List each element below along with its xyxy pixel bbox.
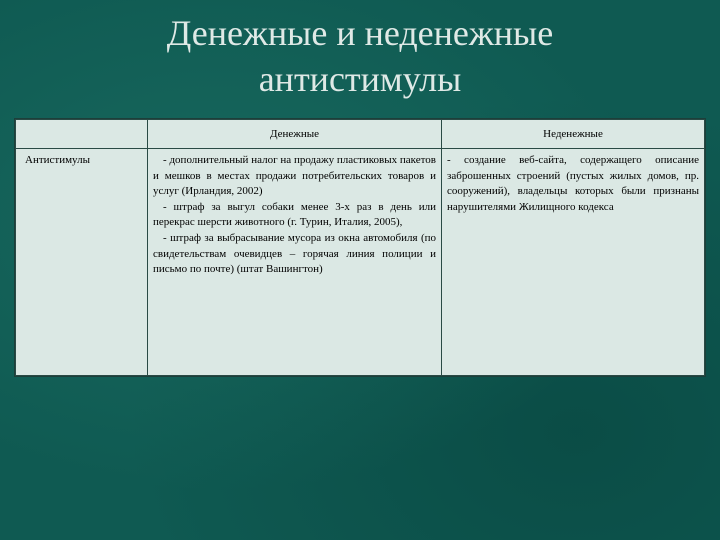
row-header-cell [16,149,148,376]
column-header-monetary: Денежные [148,120,442,149]
row-label: Антистимулы [25,154,90,166]
table-corner-cell [16,120,148,149]
slide-title [110,10,610,102]
monetary-item: - штраф за выбрасывание мусора из окна автомобиля (по свидетельствам очевидцев – горячая линия полиции и письмо по почте) (штат Вашингтон) [153,231,436,276]
comparison-table [14,118,706,377]
nonmonetary-item: - создание веб-сайта, содержащего описание заброшенных строений (пустых жилых домов, пр. сооружений), владельцы которых были признаны нарушителями Жилищного кодекса [447,154,699,213]
column-header-nonmonetary: Неденежные [442,120,705,149]
table-row [16,149,705,376]
monetary-item: - дополнительный налог на продажу пластиковых пакетов и мешков в местах продажи потребительских товаров и услуг (Ирландия, 2002) [153,154,436,198]
monetary-cell [148,149,442,376]
nonmonetary-cell [442,149,705,376]
slide-title-line-1: Денежные и неденежные [166,13,554,53]
table-header-row [16,120,705,149]
slide-title-line-2: антистимулы [258,59,462,99]
monetary-item: - штраф за выгул собаки менее 3-х раз в день или перекрас шерсти животного (г. Турин, Италия, 2005), [153,200,436,229]
